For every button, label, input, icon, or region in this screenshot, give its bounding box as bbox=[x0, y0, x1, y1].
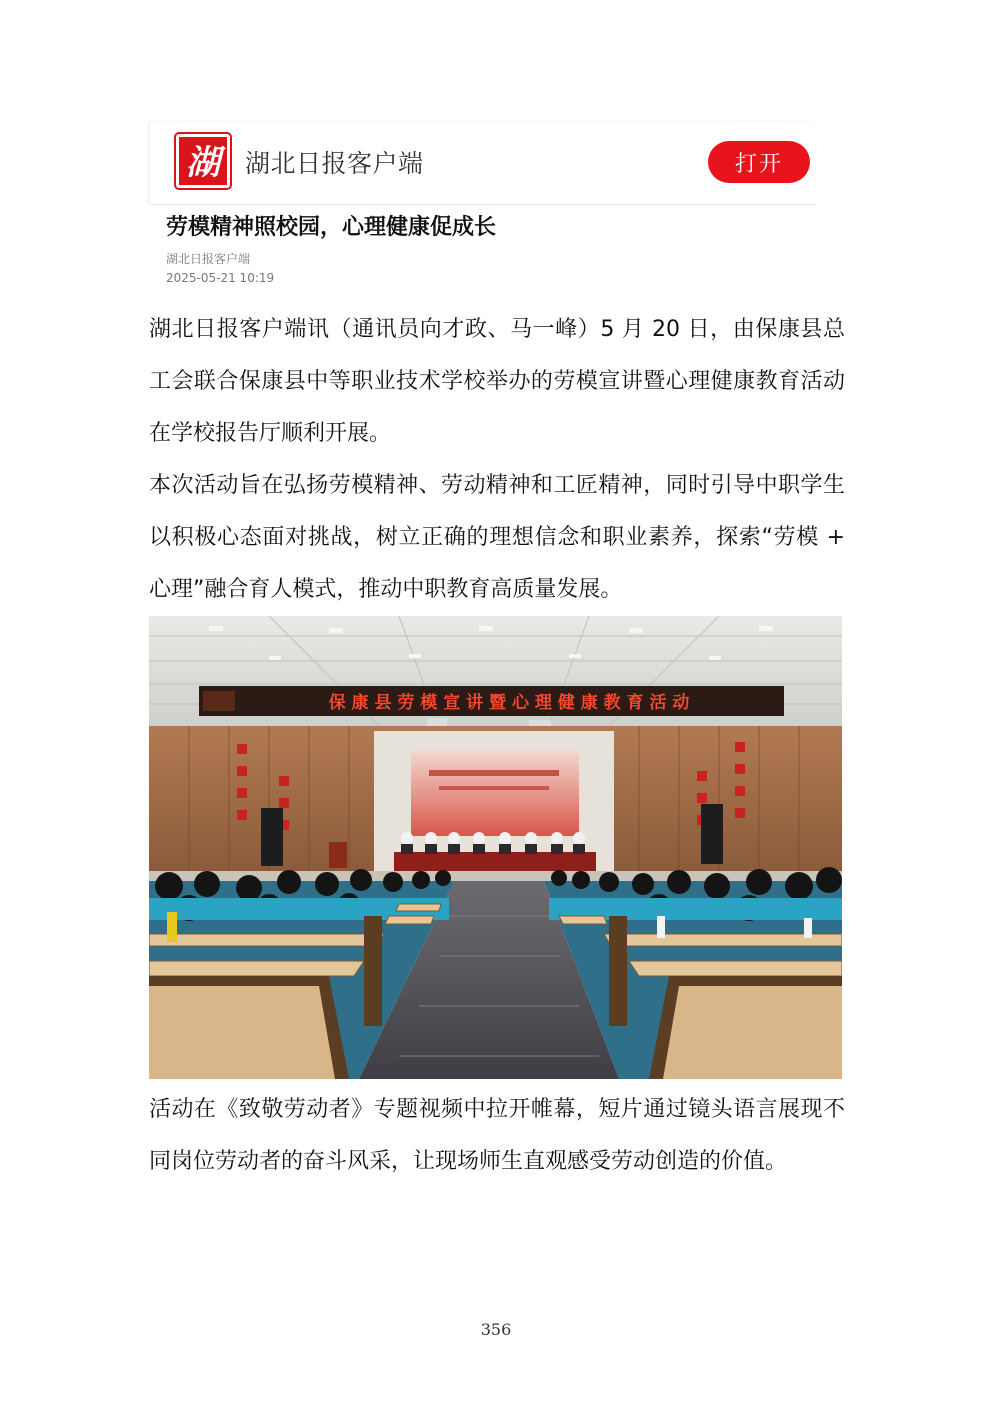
logo-char: 湖 bbox=[186, 143, 220, 183]
app-name: 湖北日报客户端 bbox=[245, 149, 424, 178]
article-datetime: 2025-05-21 10:19 bbox=[166, 271, 275, 285]
article-paragraph-1: 湖北日报客户端讯（通讯员向才政、马一峰）5 月 20 日，由保康县总工会联合保康县中等职业技术学校举办的劳模宣讲暨心理健康教育活动在学校报告厅顺利开展。 bbox=[149, 317, 845, 446]
app-header-card bbox=[150, 122, 816, 205]
open-app-button[interactable]: 打开 bbox=[708, 141, 810, 183]
article-paragraph-2: 本次活动旨在弘扬劳模精神、劳动精神和工匠精神，同时引导中职学生以积极心态面对挑战，树立正确的理想信念和职业素养，探索“劳模 + 心理”融合育人模式，推动中职教育高质量发展。 bbox=[149, 473, 845, 602]
article-source: 湖北日报客户端 bbox=[166, 252, 251, 266]
article-paragraph-3: 活动在《致敬劳动者》专题视频中拉开帷幕，短片通过镜头语言展现不同岗位劳动者的奋斗风采，让现场师生直观感受劳动创造的价值。 bbox=[149, 1097, 845, 1174]
page-number: 356 bbox=[480, 1320, 512, 1339]
event-photo bbox=[149, 616, 842, 1079]
photo-banner-text: 保 康 县 劳 模 宣 讲 暨 心 理 健 康 教 育 活 动 bbox=[328, 693, 690, 713]
article-title: 劳模精神照校园，心理健康促成长 bbox=[166, 215, 497, 240]
hubei-daily-logo-icon bbox=[174, 132, 232, 190]
